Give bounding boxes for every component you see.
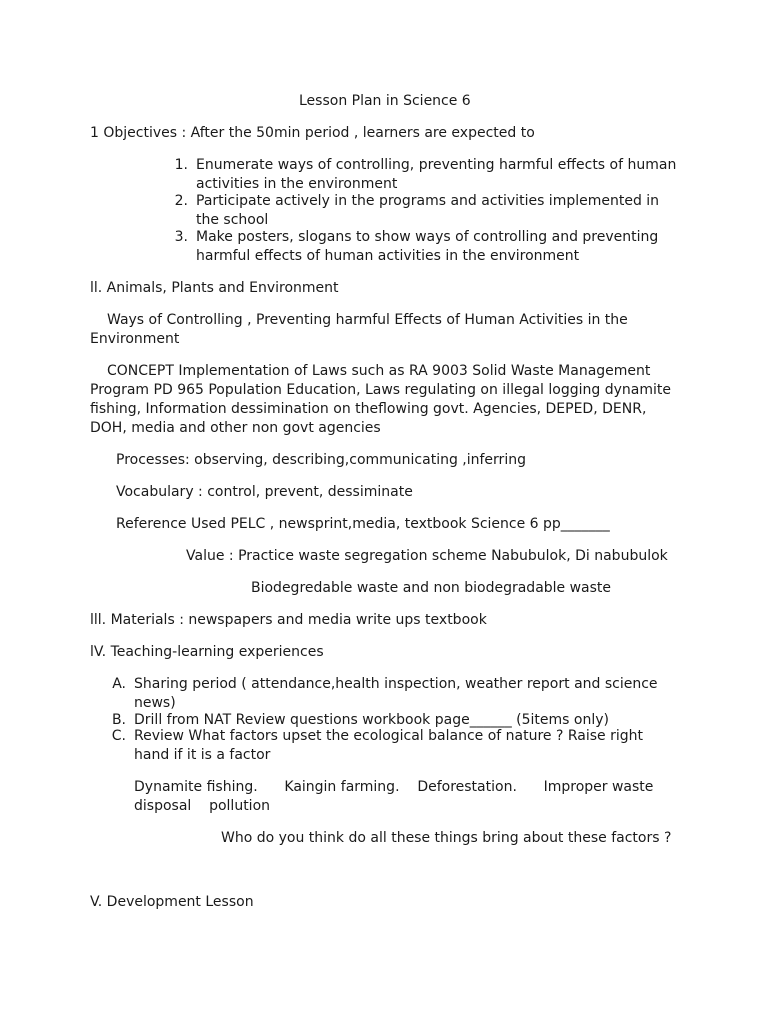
activity-letter: B. [111, 712, 126, 728]
objective-number: 3. [174, 229, 188, 245]
section-5-heading: V. Development Lesson [90, 894, 254, 910]
document-title: Lesson Plan in Science 6 [299, 93, 471, 109]
objective-text: activities in the environment [196, 176, 398, 192]
objective-number: 1. [174, 157, 188, 173]
activity-text: Review What factors upset the ecological balance of nature ? Raise right [134, 728, 644, 744]
objective-text: Enumerate ways of controlling, preventing harmful effects of human [196, 157, 677, 173]
section-3-heading: lll. Materials : newspapers and media write ups textbook [90, 612, 487, 628]
activity-letter: C. [111, 728, 126, 744]
factors-text: Dynamite fishing. Kaingin farming. Deforestation. Improper waste [134, 779, 654, 795]
activity-letter: A. [112, 676, 126, 692]
objective-text: harmful effects of human activities in the environment [196, 248, 580, 264]
activity-text: hand if it is a factor [134, 747, 271, 763]
vocabulary-text: Vocabulary : control, prevent, dessiminate [116, 484, 413, 500]
concept-text: DOH, media and other non govt agencies [90, 420, 381, 436]
activity-text: Drill from NAT Review questions workbook page______ (5items only) [134, 712, 609, 728]
objective-text: the school [196, 212, 269, 228]
activity-text: Sharing period ( attendance,health inspection, weather report and science [134, 676, 658, 692]
activity-text: news) [134, 695, 176, 711]
topic-text: Environment [90, 331, 180, 347]
section-2-heading: ll. Animals, Plants and Environment [90, 280, 339, 296]
question-text: Who do you think do all these things bring about these factors ? [221, 830, 672, 846]
objective-number: 2. [174, 193, 188, 209]
concept-text: CONCEPT Implementation of Laws such as RA 9003 Solid Waste Management [107, 363, 651, 379]
section-4-heading: lV. Teaching-learning experiences [90, 644, 324, 660]
concept-text: Program PD 965 Population Education, Laws regulating on illegal logging dynamite [90, 382, 671, 398]
objective-text: Make posters, slogans to show ways of controlling and preventing [196, 229, 659, 245]
value-continuation: Biodegredable waste and non biodegradable waste [251, 580, 612, 596]
objective-text: Participate actively in the programs and activities implemented in [196, 193, 660, 209]
reference-text: Reference Used PELC , newsprint,media, textbook Science 6 pp_______ [116, 516, 610, 532]
topic-text: Ways of Controlling , Preventing harmful Effects of Human Activities in the [107, 312, 628, 328]
concept-text: fishing, Information dessimination on theflowing govt. Agencies, DEPED, DENR, [90, 401, 647, 417]
objectives-heading: 1 Objectives : After the 50min period , learners are expected to [90, 125, 535, 141]
processes-text: Processes: observing, describing,communicating ,inferring [116, 452, 526, 468]
factors-text: disposal pollution [134, 798, 271, 814]
value-text: Value : Practice waste segregation scheme Nabubulok, Di nabubulok [186, 548, 668, 564]
